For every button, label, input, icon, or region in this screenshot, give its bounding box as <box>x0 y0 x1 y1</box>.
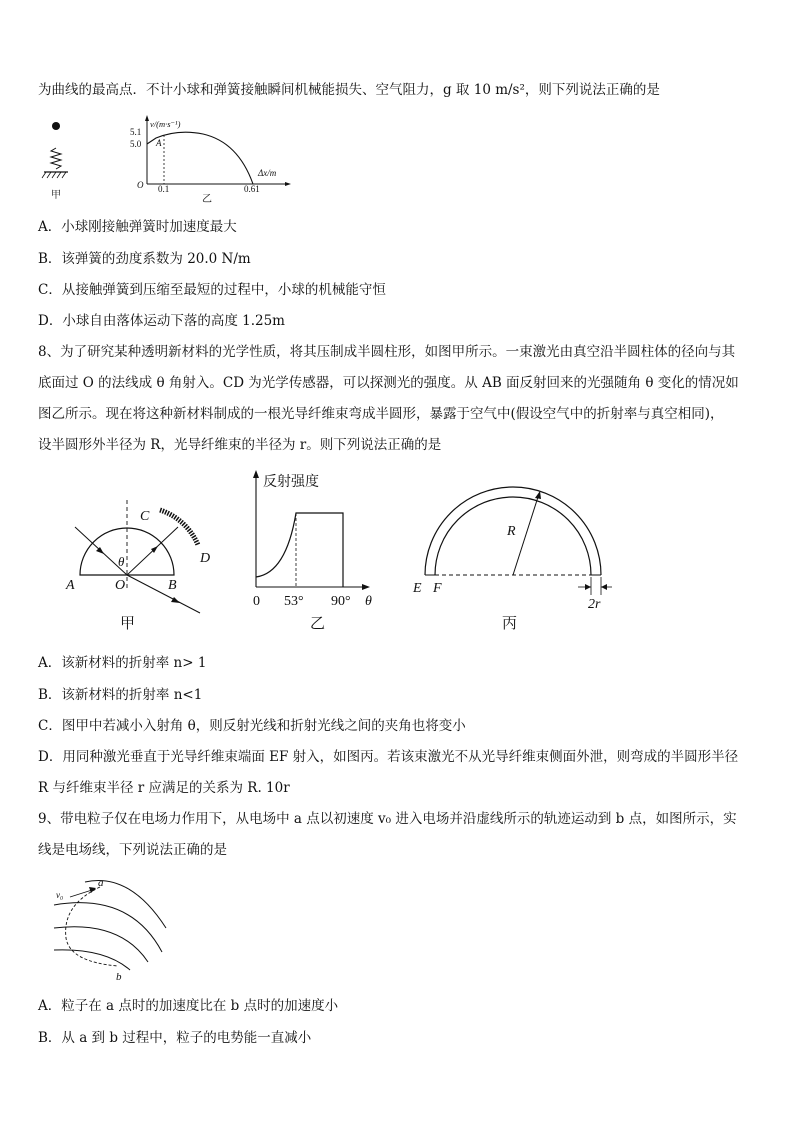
q8-yi-tick-0: 0 <box>253 594 260 609</box>
q8-option-d-1: D．用同种激光垂直于光导纤维束端面 EF 射入，如图丙。若该束激光不从光导纤维束侧面外泄，则弯成的半圆形半径 <box>38 749 739 765</box>
q8-stem-1: 8、为了研究某种透明新材料的光学性质，将其压制成半圆柱形，如图甲所示。一束激光由真空沿半圆柱体的径向与其 <box>38 344 736 360</box>
q8-option-a: A．该新材料的折射率 n> 1 <box>38 655 207 671</box>
q7-fig-yi <box>130 115 291 205</box>
q7-figure <box>38 112 308 212</box>
q8-jia-label-o: O <box>115 578 126 593</box>
q9-stem-2: 线是电场线，下列说法正确的是 <box>38 842 227 858</box>
q7-label-jia: 甲 <box>51 190 61 201</box>
q7-option-c: C．从接触弹簧到压缩至最短的过程中，小球的机械能守恒 <box>38 282 386 298</box>
q8-jia-label-b: B <box>168 578 177 593</box>
q7-option-a: A．小球刚接触弹簧时加速度最大 <box>38 219 237 235</box>
q9-figure <box>40 870 180 985</box>
q8-jia-label-d: D <box>200 551 211 566</box>
q8-fig-jia <box>65 500 210 632</box>
q9-label-a: a <box>98 877 104 889</box>
q8-yi-ylabel: 反射强度 <box>263 475 319 490</box>
q9-stem-1: 9、带电粒子仅在电场力作用下，从电场中 a 点以初速度 v₀ 进入电场并沿虚线所示的轨迹运动到 b 点，如图所示，实 <box>38 811 737 827</box>
q8-jia-label-a: A <box>66 578 75 593</box>
q8-bing-label-f: F <box>433 581 442 596</box>
q7-option-b: B．该弹簧的劲度系数为 20.0 N/m <box>38 251 251 267</box>
q9-option-b: B．从 a 到 b 过程中，粒子的电势能一直减小 <box>38 1030 312 1046</box>
q8-yi-tick-theta: θ <box>365 594 372 609</box>
q8-yi-curve <box>256 513 343 587</box>
q9-option-a: A．粒子在 a 点时的加速度比在 b 点时的加速度小 <box>38 998 339 1014</box>
q7-ytick-50: 5.0 <box>130 139 142 149</box>
q8-yi-tick-53: 53° <box>284 594 304 609</box>
q7-ytick-51: 5.1 <box>130 127 142 137</box>
q8-bing-caption: 丙 <box>502 616 518 632</box>
q7-option-d: D．小球自由落体运动下落的高度 1.25m <box>38 313 285 329</box>
q7-origin: O <box>137 180 144 190</box>
field-line-2 <box>54 903 162 952</box>
q8-stem-2: 底面过 O 的法线成 θ 角射入。CD 为光学传感器，可以探测光的强度。从 AB 面反射回来的光强随角 θ 变化的情况如 <box>38 375 739 391</box>
q9-label-v0: v₀ <box>56 890 64 900</box>
q8-yi-tick-90: 90° <box>331 594 351 609</box>
q8-stem-3: 图乙所示。现在将这种新材料制成的一根光导纤维束弯成半圆形，暴露于空气中(假设空气中的折射率与真空相同)， <box>38 406 724 422</box>
q8-option-c: C．图甲中若减小入射角 θ，则反射光线和折射光线之间的夹角也将变小 <box>38 718 466 734</box>
q8-yi-caption: 乙 <box>310 616 326 632</box>
q7-xtick-01: 0.1 <box>158 184 170 194</box>
q8-fig-bing <box>412 487 612 632</box>
ball-icon <box>52 122 60 130</box>
q8-option-d-2: R 与纤维束半径 r 应满足的关系为 R. 10r <box>38 780 290 796</box>
q8-jia-label-c: C <box>140 509 150 524</box>
q8-bing-label-r: R <box>507 524 516 539</box>
q7-curve <box>147 132 253 184</box>
q7-xlabel: Δx/m <box>258 168 277 178</box>
q7-xtick-061: 0.61 <box>244 184 260 194</box>
q8-jia-theta: θ <box>118 554 125 569</box>
q7-ylabel: v/(m·s⁻¹) <box>150 119 181 129</box>
q8-jia-caption: 甲 <box>120 616 136 632</box>
q8-figures <box>60 465 630 640</box>
q7-fig-jia <box>42 122 68 201</box>
q8-stem-4: 设半圆形外半径为 R，光导纤维束的半径为 r。则下列说法正确的是 <box>38 437 442 453</box>
spring-icon <box>51 148 61 169</box>
intro-text: 为曲线的最高点．不计小球和弹簧接触瞬间机械能损失、空气阻力，g 取 10 m/s²，则下列说法正确的是 <box>38 82 660 98</box>
q8-option-b: B．该新材料的折射率 n<1 <box>38 687 203 703</box>
q7-label-yi: 乙 <box>202 194 212 205</box>
q9-label-b: b <box>116 971 122 983</box>
q8-bing-label-2r: 2r <box>588 597 601 612</box>
q7-point-a: A <box>156 138 162 148</box>
field-line-4 <box>54 950 130 970</box>
q8-fig-yi <box>253 470 372 632</box>
q8-bing-label-e: E <box>413 581 422 596</box>
